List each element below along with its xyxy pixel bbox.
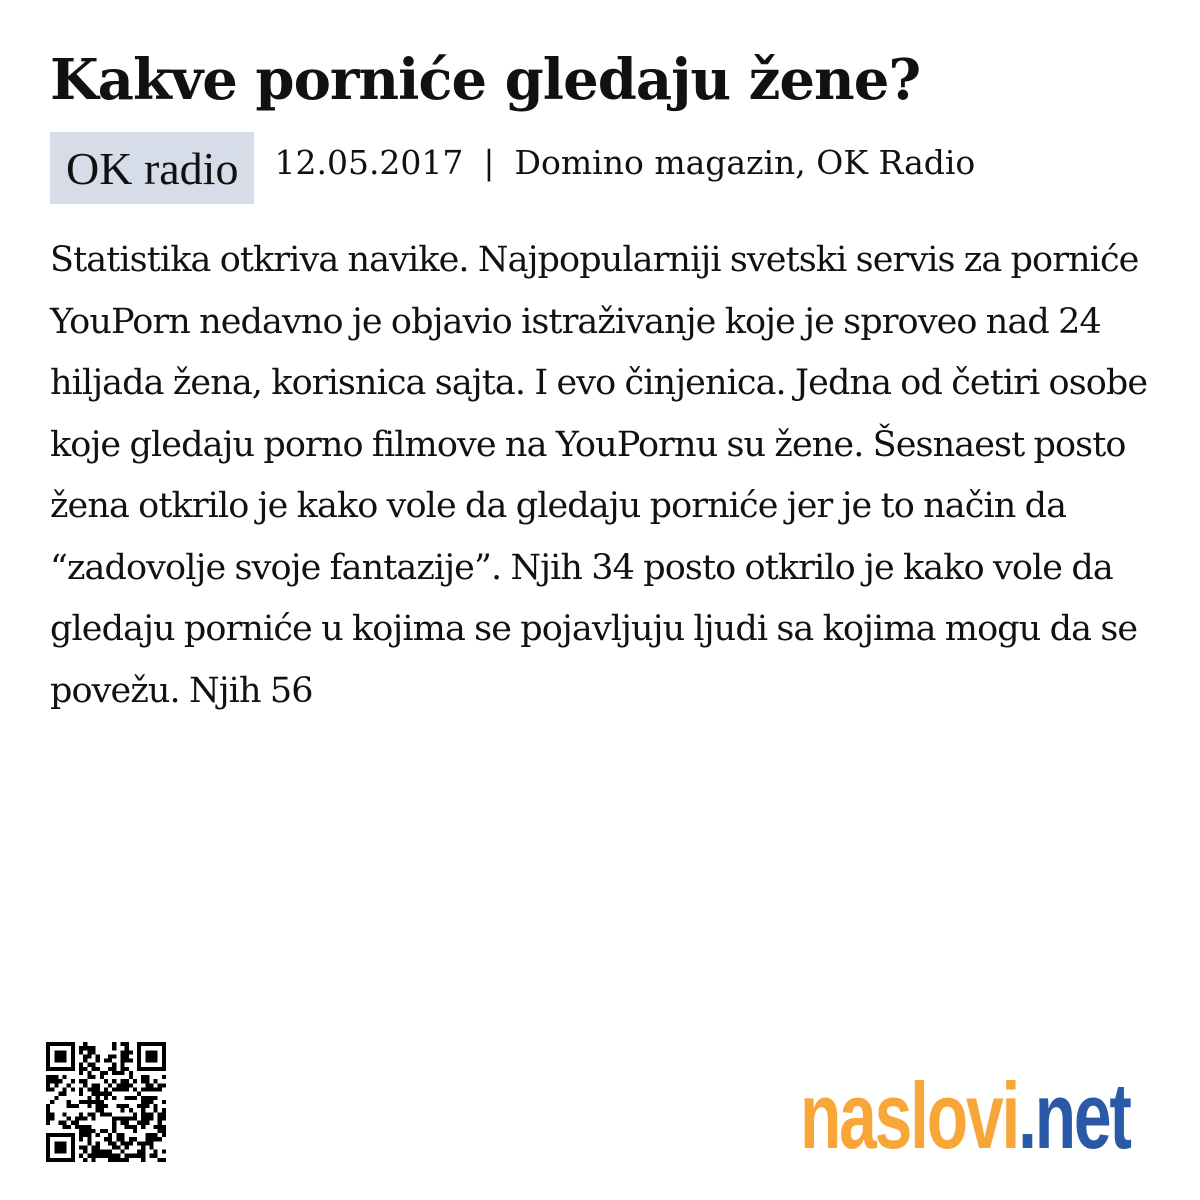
byline: Domino magazin, OK Radio (514, 142, 976, 182)
logo-text-tld: .net (1018, 1063, 1130, 1168)
logo-text-main: naslovi (800, 1063, 1019, 1168)
article-meta (50, 132, 975, 204)
article-title: Kakve porniće gledaju žene? (50, 47, 921, 113)
qr-code-icon (46, 1040, 166, 1164)
article-body: Statistika otkriva navike. Najpopularniji svetski servis za porniće YouPorn nedavno je objavio istraživanje koje je sproveo nad 24 hiljada žena, korisnica sajta. I evo činjenica. Jedna od četiri osobe koje gledaju porno filmove na YouPornu su žene. Šesnaest posto žena otkrilo je kako vole da gledaju porniće jer je to način da “zadovolje svoje fantazije”. Njih 34 posto otkrilo je kako vole da gledaju porniće u kojima se pojavljuju ljudi sa kojima mogu da se povežu. Njih 56 (50, 240, 1148, 711)
meta-separator: | (483, 142, 495, 182)
naslovi-net-logo[interactable] (800, 1063, 1130, 1168)
publish-date: 12.05.2017 (274, 142, 464, 182)
source-badge[interactable]: OK radio (50, 132, 254, 204)
